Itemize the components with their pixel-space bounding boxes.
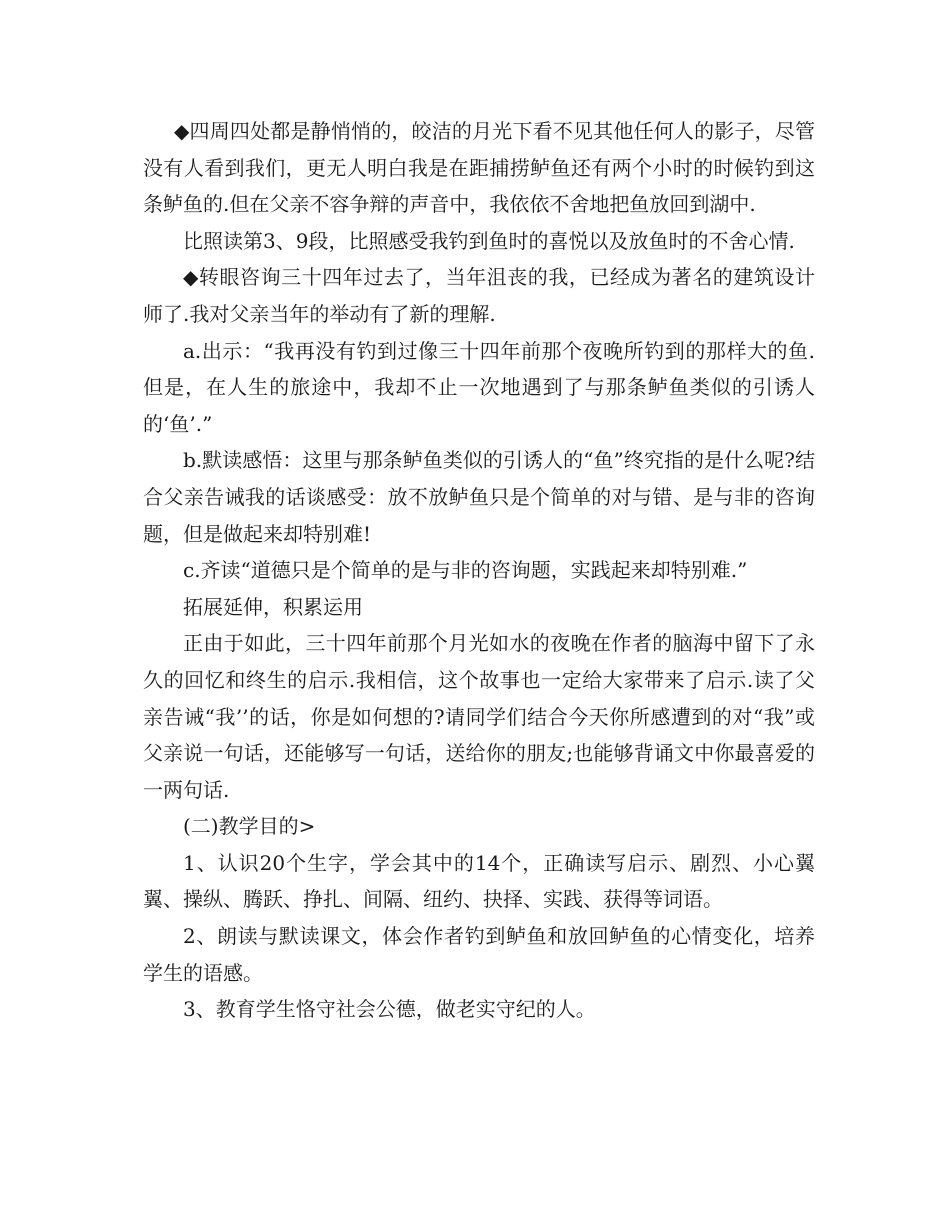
section-heading-extension: 拓展延伸，积累运用 (183, 594, 363, 619)
document-page (143, 113, 815, 1028)
section-heading-objectives: (二)教学目的> (183, 814, 316, 839)
paragraph-item-a: a.出示：“我再没有钓到过像三十四年前那个夜晚所钓到的那样大的鱼.但是，在人生的旅途中，我却不止一次地遇到了与那条鲈鱼类似的引诱人的‘鱼’.” (143, 338, 815, 436)
objective-item-3: 3、教育学生恪守社会公德，做老实守纪的人。 (183, 997, 596, 1022)
paragraph-item-b: b.默读感悟：这里与那条鲈鱼类似的引诱人的“鱼”终究指的是什么呢?结合父亲告诫我的话谈感受：放不放鲈鱼只是个简单的对与错、是与非的咨询题，但是做起来却特别难! (143, 448, 815, 546)
paragraph-moonlight: ◆四周四处都是静悄悄的，皎洁的月光下看不见其他任何人的影子，尽管没有人看到我们，更无人明白我是在距捕捞鲈鱼还有两个小时的时候钓到这条鲈鱼的.但在父亲不容争辩的声音中，我依依不舍地把鱼放回到湖中. (143, 119, 815, 217)
paragraph-thirty-four-years: ◆转眼咨询三十四年过去了，当年沮丧的我，已经成为著名的建筑设计师了.我对父亲当年的举动有了新的理解. (143, 265, 815, 326)
paragraph-compare-reading: 比照读第3、9段，比照感受我钓到鱼时的喜悦以及放鱼时的不舍心情. (183, 228, 795, 253)
objective-item-2: 2、朗读与默读课文，体会作者钓到鲈鱼和放回鲈鱼的心情变化，培养学生的语感。 (143, 924, 815, 985)
objective-item-1: 1、认识20个生字，学会其中的14个，正确读写启示、剧烈、小心翼翼、操纵、腾跃、挣扎、间隔、纽约、抉择、实践、获得等词语。 (143, 850, 815, 912)
paragraph-item-c: c.齐读“道德只是个简单的是与非的咨询题，实践起来却特别难.” (183, 558, 748, 583)
paragraph-extension: 正由于如此，三十四年前那个月光如水的夜晚在作者的脑海中留下了永久的回忆和终生的启示.我相信，这个故事也一定给大家带来了启示.读了父亲告诫“我’’的话，你是如何想的?请同学们结合今天你所感遭到的对“我”或父亲说一句话，还能够写一句话，送给你的朋友;也能够背诵文中你最喜爱的一两句话. (143, 631, 815, 802)
